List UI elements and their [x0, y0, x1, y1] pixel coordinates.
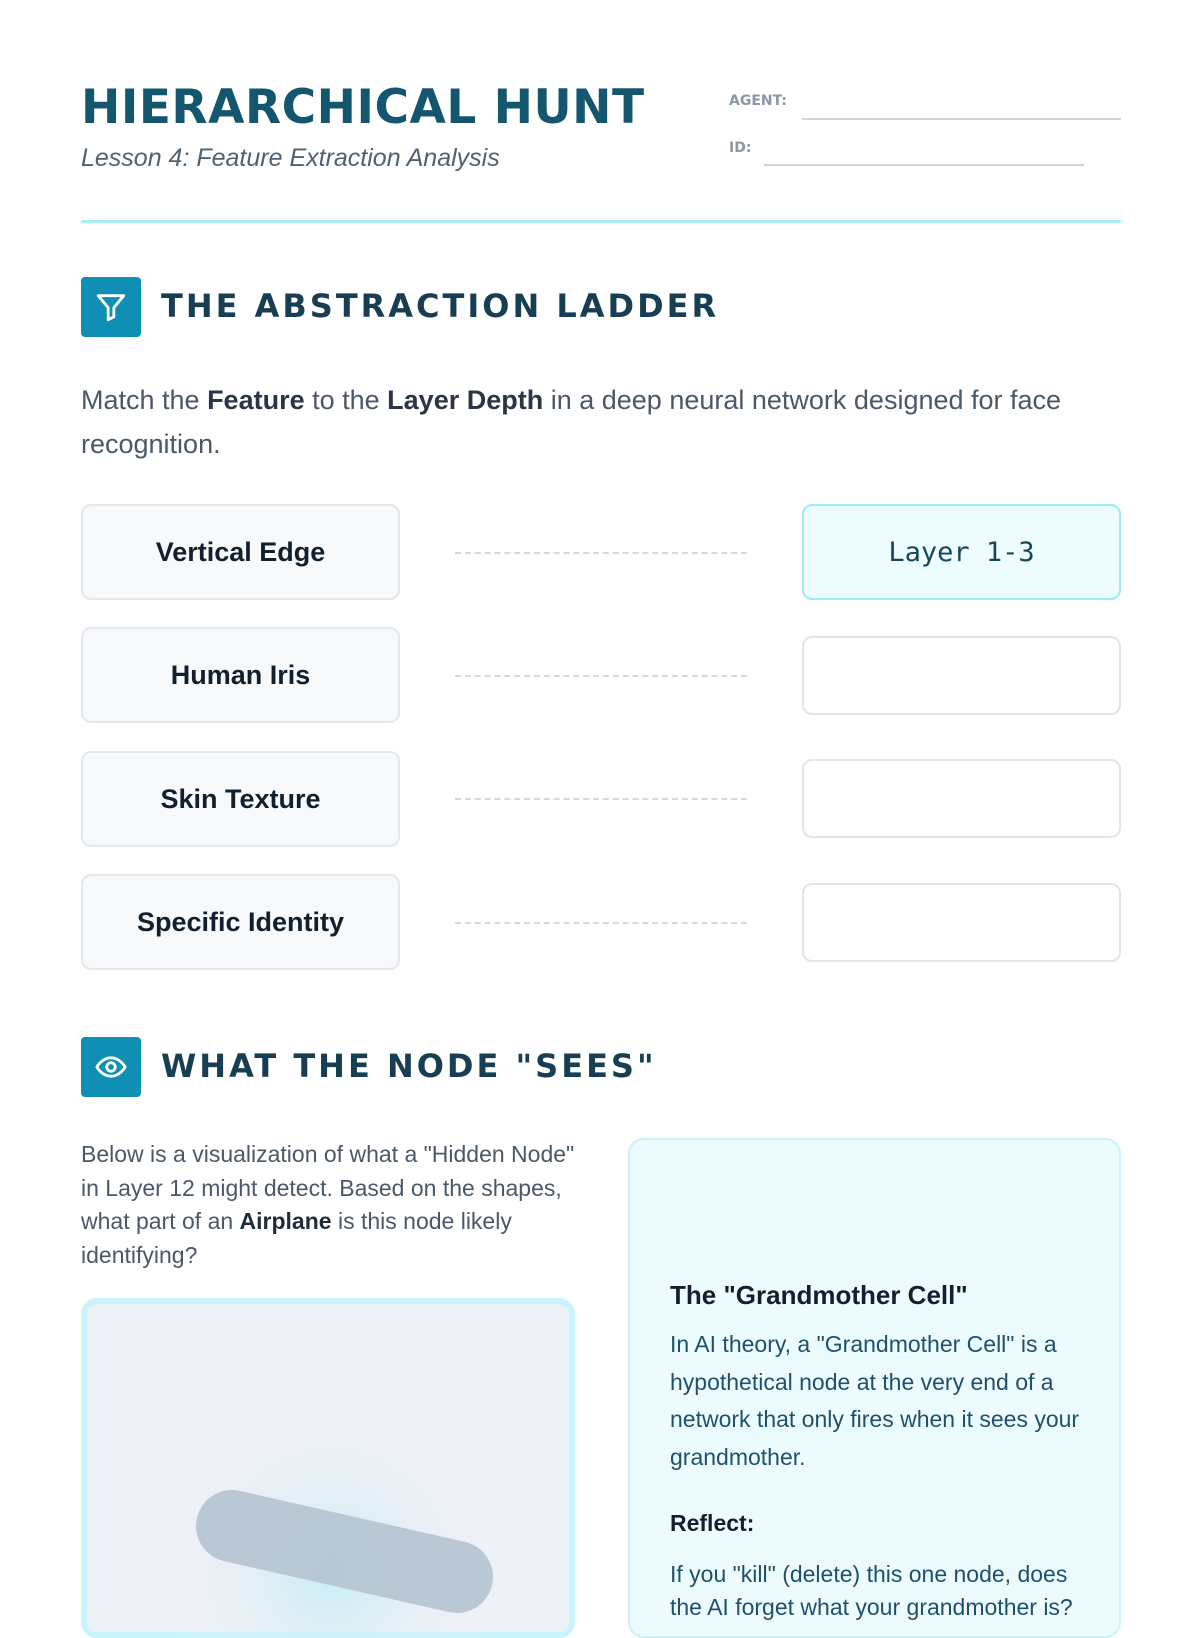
grandmother-cell-panel: [628, 1138, 1121, 1638]
feature-card: Skin Texture: [81, 751, 400, 847]
section-title-node-sees: WHAT THE NODE "SEES": [161, 1047, 657, 1085]
reflect-label: Reflect:: [670, 1510, 755, 1536]
lesson-subtitle: Lesson 4: Feature Extraction Analysis: [81, 144, 500, 172]
connector-line: [455, 675, 747, 677]
panel-title: The "Grandmother Cell": [670, 1280, 968, 1310]
layer-answer-box[interactable]: [802, 636, 1121, 715]
feature-card: Vertical Edge: [81, 504, 400, 600]
agent-field[interactable]: [802, 118, 1121, 120]
section-intro: Match the Feature to the Layer Depth in a deep neural network designed for face recognition.: [81, 385, 1062, 459]
id-field[interactable]: [764, 164, 1084, 166]
filter-icon: [81, 277, 141, 337]
header-divider: [81, 220, 1121, 223]
id-label: ID:: [729, 140, 752, 156]
feature-card: Specific Identity: [81, 874, 400, 970]
layer-answer-box[interactable]: [802, 883, 1121, 962]
connector-line: [455, 552, 747, 554]
reflect-question: If you "kill" (delete) this one node, does the AI forget what your grandmother is?: [670, 1561, 1073, 1620]
layer-answer-box[interactable]: [802, 759, 1121, 838]
panel-body: In AI theory, a "Grandmother Cell" is a hypothetical node at the very end of a network that only fires when it sees your grandmother.: [670, 1331, 1080, 1470]
section-title-abstraction: THE ABSTRACTION LADDER: [161, 287, 720, 325]
worksheet-title: HIERARCHICAL HUNT: [81, 80, 645, 135]
node-visualization: [81, 1298, 575, 1638]
connector-line: [455, 798, 747, 800]
feature-card: Human Iris: [81, 627, 400, 723]
agent-label: AGENT:: [729, 93, 787, 109]
visualization-prompt: Below is a visualization of what a "Hidden Node" in Layer 12 might detect. Based on the shapes, what part of an Airplane is this node likely identifying?: [81, 1141, 575, 1268]
layer-answer-box[interactable]: Layer 1-3: [802, 504, 1121, 600]
connector-line: [455, 922, 747, 924]
eye-icon: [81, 1037, 141, 1097]
